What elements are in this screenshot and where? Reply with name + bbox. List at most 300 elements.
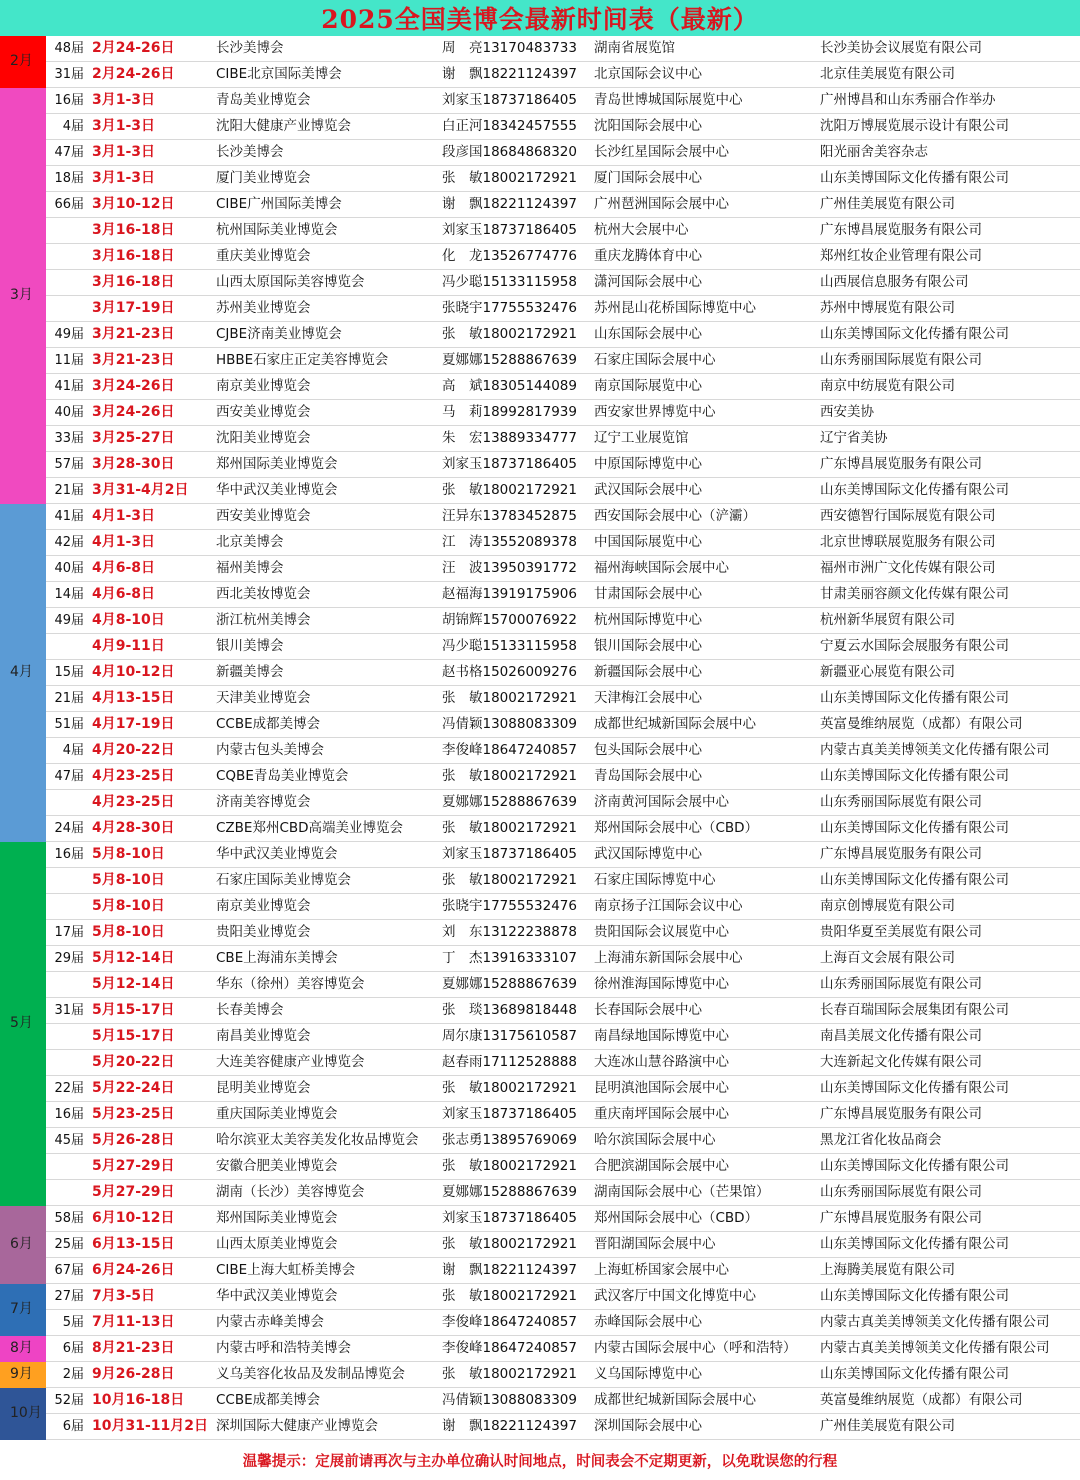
expo-name-cell: 青岛美业博览会 (212, 88, 438, 114)
table-row (0, 114, 1080, 140)
date-cell: 7月11-13日 (88, 1310, 212, 1336)
venue-cell: 北京国际会议中心 (590, 62, 816, 88)
organizer-cell: 山东美博国际文化传播有限公司 (816, 868, 1080, 894)
expo-name-cell: 华中武汉美业博览会 (212, 478, 438, 504)
session-cell: 22届 (46, 1076, 88, 1102)
page-title: 2025全国美博会最新时间表（最新） (0, 0, 1080, 36)
table-row (0, 1388, 1080, 1414)
venue-cell: 武汉国际会展中心 (590, 478, 816, 504)
organizer-cell: 杭州新华展贸有限公司 (816, 608, 1080, 634)
expo-name-cell: 郑州国际美业博览会 (212, 452, 438, 478)
expo-name-cell: 郑州国际美业博览会 (212, 1206, 438, 1232)
date-cell: 4月17-19日 (88, 712, 212, 738)
expo-name-cell: CIBE广州国际美博会 (212, 192, 438, 218)
organizer-cell: 山东美博国际文化传播有限公司 (816, 764, 1080, 790)
table-row (0, 192, 1080, 218)
organizer-cell: 山东秀丽国际展览有限公司 (816, 972, 1080, 998)
venue-cell: 南昌绿地国际博览中心 (590, 1024, 816, 1050)
table-row (0, 946, 1080, 972)
date-cell: 5月12-14日 (88, 946, 212, 972)
session-cell: 4届 (46, 114, 88, 140)
session-cell: 4届 (46, 738, 88, 764)
date-cell: 3月1-3日 (88, 88, 212, 114)
venue-cell: 西安家世界博览中心 (590, 400, 816, 426)
expo-name-cell: 石家庄国际美业博览会 (212, 868, 438, 894)
session-cell: 2届 (46, 1362, 88, 1388)
expo-name-cell: 银川美博会 (212, 634, 438, 660)
venue-cell: 青岛国际会展中心 (590, 764, 816, 790)
venue-cell: 湖南国际会展中心（芒果馆） (590, 1180, 816, 1206)
contact-cell: 夏娜娜15288867639 (438, 1180, 590, 1206)
organizer-cell: 大连新起文化传媒有限公司 (816, 1050, 1080, 1076)
table-row (0, 868, 1080, 894)
organizer-cell: 山东美博国际文化传播有限公司 (816, 1232, 1080, 1258)
venue-cell: 南京国际展览中心 (590, 374, 816, 400)
organizer-cell: 阳光丽舍美容杂志 (816, 140, 1080, 166)
session-cell: 67届 (46, 1258, 88, 1284)
session-cell (46, 790, 88, 816)
venue-cell: 石家庄国际会展中心 (590, 348, 816, 374)
date-cell: 2月24-26日 (88, 36, 212, 62)
expo-name-cell: 华中武汉美业博览会 (212, 842, 438, 868)
footer-notice: 温馨提示：定展前请再次与主办单位确认时间地点，时间表会不定期更新，以免耽误您的行程 (242, 1453, 838, 1470)
venue-cell: 贵阳国际会议展览中心 (590, 920, 816, 946)
date-cell: 10月31-11月2日 (88, 1414, 212, 1440)
month-cell: 2月 (0, 36, 46, 88)
expo-name-cell: 大连美容健康产业博览会 (212, 1050, 438, 1076)
table-row (0, 374, 1080, 400)
session-cell: 16届 (46, 1102, 88, 1128)
organizer-cell: 南昌美展文化传播有限公司 (816, 1024, 1080, 1050)
date-cell: 5月20-22日 (88, 1050, 212, 1076)
session-cell: 16届 (46, 88, 88, 114)
expo-name-cell: 华中武汉美业博览会 (212, 1284, 438, 1310)
table-row (0, 1284, 1080, 1310)
date-cell: 3月21-23日 (88, 348, 212, 374)
table-row (0, 842, 1080, 868)
date-cell: 5月15-17日 (88, 1024, 212, 1050)
organizer-cell: 南京创博展览有限公司 (816, 894, 1080, 920)
expo-name-cell: 华东（徐州）美容博览会 (212, 972, 438, 998)
expo-name-cell: 天津美业博览会 (212, 686, 438, 712)
contact-cell: 周尔康13175610587 (438, 1024, 590, 1050)
month-cell: 4月 (0, 504, 46, 842)
expo-name-cell: CIBE上海大虹桥美博会 (212, 1258, 438, 1284)
contact-cell: 张 敏18002172921 (438, 764, 590, 790)
expo-name-cell: 杭州国际美业博览会 (212, 218, 438, 244)
date-cell: 3月24-26日 (88, 400, 212, 426)
organizer-cell: 长春百瑞国际会展集团有限公司 (816, 998, 1080, 1024)
date-cell: 3月31-4月2日 (88, 478, 212, 504)
date-cell: 5月22-24日 (88, 1076, 212, 1102)
expo-name-cell: CZBE郑州CBD高端美业博览会 (212, 816, 438, 842)
organizer-cell: 山东美博国际文化传播有限公司 (816, 686, 1080, 712)
table-row (0, 348, 1080, 374)
contact-cell: 张 敏18002172921 (438, 1362, 590, 1388)
venue-cell: 长春国际会展中心 (590, 998, 816, 1024)
date-cell: 5月23-25日 (88, 1102, 212, 1128)
organizer-cell: 广州佳美展览有限公司 (816, 1414, 1080, 1440)
venue-cell: 哈尔滨国际会展中心 (590, 1128, 816, 1154)
contact-cell: 张 敏18002172921 (438, 478, 590, 504)
contact-cell: 马 莉18992817939 (438, 400, 590, 426)
date-cell: 9月26-28日 (88, 1362, 212, 1388)
session-cell: 11届 (46, 348, 88, 374)
session-cell (46, 894, 88, 920)
date-cell: 3月1-3日 (88, 166, 212, 192)
venue-cell: 苏州昆山花桥国际博览中心 (590, 296, 816, 322)
session-cell (46, 972, 88, 998)
contact-cell: 刘家玉18737186405 (438, 1102, 590, 1128)
organizer-cell: 甘肃美丽容颜文化传媒有限公司 (816, 582, 1080, 608)
organizer-cell: 南京中纺展览有限公司 (816, 374, 1080, 400)
venue-cell: 上海虹桥国家会展中心 (590, 1258, 816, 1284)
venue-cell: 昆明滇池国际会展中心 (590, 1076, 816, 1102)
table-row (0, 1076, 1080, 1102)
contact-cell: 夏娜娜15288867639 (438, 790, 590, 816)
session-cell: 31届 (46, 998, 88, 1024)
table-row (0, 1336, 1080, 1362)
date-cell: 5月8-10日 (88, 894, 212, 920)
contact-cell: 张晓宇17755532476 (438, 296, 590, 322)
session-cell: 58届 (46, 1206, 88, 1232)
venue-cell: 成都世纪城新国际会展中心 (590, 712, 816, 738)
contact-cell: 张 敏18002172921 (438, 166, 590, 192)
expo-name-cell: CCBE成都美博会 (212, 1388, 438, 1414)
contact-cell: 张 敏18002172921 (438, 816, 590, 842)
date-cell: 3月16-18日 (88, 218, 212, 244)
organizer-cell: 宁夏云水国际会展服务有限公司 (816, 634, 1080, 660)
venue-cell: 沈阳国际会展中心 (590, 114, 816, 140)
expo-name-cell: 安徽合肥美业博览会 (212, 1154, 438, 1180)
organizer-cell: 山东秀丽国际展览有限公司 (816, 790, 1080, 816)
date-cell: 6月13-15日 (88, 1232, 212, 1258)
expo-name-cell: 西北美妆博览会 (212, 582, 438, 608)
date-cell: 3月1-3日 (88, 114, 212, 140)
venue-cell: 徐州淮海国际博览中心 (590, 972, 816, 998)
session-cell (46, 244, 88, 270)
organizer-cell: 广东博昌展览服务有限公司 (816, 1206, 1080, 1232)
venue-cell: 长沙红星国际会展中心 (590, 140, 816, 166)
schedule-table (0, 36, 1080, 1440)
table-row (0, 426, 1080, 452)
table-row (0, 738, 1080, 764)
expo-name-cell: 福州美博会 (212, 556, 438, 582)
session-cell (46, 1180, 88, 1206)
session-cell: 29届 (46, 946, 88, 972)
contact-cell: 张 敏18002172921 (438, 322, 590, 348)
expo-name-cell: 哈尔滨亚太美容美发化妆品博览会 (212, 1128, 438, 1154)
session-cell: 5届 (46, 1310, 88, 1336)
table-row (0, 1154, 1080, 1180)
table-row (0, 1232, 1080, 1258)
expo-name-cell: 西安美业博览会 (212, 504, 438, 530)
expo-name-cell: HBBE石家庄正定美容博览会 (212, 348, 438, 374)
contact-cell: 谢 飘18221124397 (438, 1414, 590, 1440)
table-row (0, 1050, 1080, 1076)
contact-cell: 张 敏18002172921 (438, 1154, 590, 1180)
contact-cell: 张志勇13895769069 (438, 1128, 590, 1154)
organizer-cell: 内蒙古真美美博领美文化传播有限公司 (816, 738, 1080, 764)
contact-cell: 刘家玉18737186405 (438, 218, 590, 244)
venue-cell: 新疆国际会展中心 (590, 660, 816, 686)
date-cell: 6月10-12日 (88, 1206, 212, 1232)
date-cell: 4月8-10日 (88, 608, 212, 634)
expo-name-cell: 苏州美业博览会 (212, 296, 438, 322)
table-row (0, 998, 1080, 1024)
table-row (0, 166, 1080, 192)
contact-cell: 刘 东13122238878 (438, 920, 590, 946)
month-cell: 9月 (0, 1362, 46, 1388)
organizer-cell: 英富曼维纳展览（成都）有限公司 (816, 1388, 1080, 1414)
table-row (0, 1414, 1080, 1440)
date-cell: 3月17-19日 (88, 296, 212, 322)
table-row (0, 452, 1080, 478)
contact-cell: 张 敏18002172921 (438, 1284, 590, 1310)
venue-cell: 济南黄河国际会展中心 (590, 790, 816, 816)
session-cell (46, 296, 88, 322)
table-row (0, 1024, 1080, 1050)
expo-name-cell: 重庆美业博览会 (212, 244, 438, 270)
venue-cell: 山东国际会展中心 (590, 322, 816, 348)
table-row (0, 296, 1080, 322)
contact-cell: 冯倩颖13088083309 (438, 1388, 590, 1414)
table-row (0, 530, 1080, 556)
session-cell (46, 270, 88, 296)
session-cell: 27届 (46, 1284, 88, 1310)
session-cell: 66届 (46, 192, 88, 218)
session-cell: 40届 (46, 556, 88, 582)
expo-name-cell: 南昌美业博览会 (212, 1024, 438, 1050)
session-cell: 51届 (46, 712, 88, 738)
contact-cell: 段彦国18684868320 (438, 140, 590, 166)
venue-cell: 厦门国际会展中心 (590, 166, 816, 192)
contact-cell: 张 琰13689818448 (438, 998, 590, 1024)
venue-cell: 甘肃国际会展中心 (590, 582, 816, 608)
venue-cell: 郑州国际会展中心（CBD） (590, 1206, 816, 1232)
contact-cell: 刘家玉18737186405 (438, 88, 590, 114)
table-row (0, 582, 1080, 608)
contact-cell: 李俊峰18647240857 (438, 1310, 590, 1336)
expo-name-cell: 山西太原国际美容博览会 (212, 270, 438, 296)
organizer-cell: 山西展信息服务有限公司 (816, 270, 1080, 296)
organizer-cell: 北京佳美展览有限公司 (816, 62, 1080, 88)
expo-name-cell: CBE上海浦东美博会 (212, 946, 438, 972)
contact-cell: 夏娜娜15288867639 (438, 972, 590, 998)
expo-name-cell: 新疆美博会 (212, 660, 438, 686)
organizer-cell: 西安美协 (816, 400, 1080, 426)
venue-cell: 深圳国际会展中心 (590, 1414, 816, 1440)
organizer-cell: 广东博昌展览服务有限公司 (816, 842, 1080, 868)
organizer-cell: 长沙美协会议展览有限公司 (816, 36, 1080, 62)
table-row (0, 1362, 1080, 1388)
venue-cell: 晋阳湖国际会展中心 (590, 1232, 816, 1258)
contact-cell: 张晓宇17755532476 (438, 894, 590, 920)
organizer-cell: 山东美博国际文化传播有限公司 (816, 322, 1080, 348)
date-cell: 3月24-26日 (88, 374, 212, 400)
contact-cell: 汪 波13950391772 (438, 556, 590, 582)
table-row (0, 920, 1080, 946)
session-cell: 16届 (46, 842, 88, 868)
venue-cell: 湖南省展览馆 (590, 36, 816, 62)
expo-name-cell: 长春美博会 (212, 998, 438, 1024)
venue-cell: 辽宁工业展览馆 (590, 426, 816, 452)
expo-name-cell: 贵阳美业博览会 (212, 920, 438, 946)
venue-cell: 天津梅江会展中心 (590, 686, 816, 712)
table-row (0, 140, 1080, 166)
table-row (0, 270, 1080, 296)
organizer-cell: 山东美博国际文化传播有限公司 (816, 1284, 1080, 1310)
venue-cell: 大连冰山慧谷路演中心 (590, 1050, 816, 1076)
organizer-cell: 新疆亚心展览有限公司 (816, 660, 1080, 686)
date-cell: 4月9-11日 (88, 634, 212, 660)
expo-name-cell: 深圳国际大健康产业博览会 (212, 1414, 438, 1440)
date-cell: 3月16-18日 (88, 244, 212, 270)
session-cell: 47届 (46, 764, 88, 790)
expo-name-cell: 湖南（长沙）美容博览会 (212, 1180, 438, 1206)
venue-cell: 福州海峡国际会展中心 (590, 556, 816, 582)
venue-cell: 南京扬子江国际会议中心 (590, 894, 816, 920)
date-cell: 5月8-10日 (88, 920, 212, 946)
table-row (0, 712, 1080, 738)
table-row (0, 1310, 1080, 1336)
venue-cell: 西安国际会展中心（浐灞） (590, 504, 816, 530)
date-cell: 3月28-30日 (88, 452, 212, 478)
organizer-cell: 广州博昌和山东秀丽合作举办 (816, 88, 1080, 114)
venue-cell: 潇河国际会展中心 (590, 270, 816, 296)
venue-cell: 中原国际博览中心 (590, 452, 816, 478)
expo-name-cell: 厦门美业博览会 (212, 166, 438, 192)
contact-cell: 赵福海13919175906 (438, 582, 590, 608)
organizer-cell: 山东美博国际文化传播有限公司 (816, 816, 1080, 842)
session-cell: 14届 (46, 582, 88, 608)
date-cell: 5月12-14日 (88, 972, 212, 998)
session-cell: 45届 (46, 1128, 88, 1154)
expo-name-cell: 山西太原美业博览会 (212, 1232, 438, 1258)
table-row (0, 36, 1080, 62)
table-row (0, 478, 1080, 504)
contact-cell: 谢 飘18221124397 (438, 192, 590, 218)
session-cell: 40届 (46, 400, 88, 426)
date-cell: 2月24-26日 (88, 62, 212, 88)
table-row (0, 764, 1080, 790)
organizer-cell: 郑州红妆企业管理有限公司 (816, 244, 1080, 270)
expo-name-cell: 重庆国际美业博览会 (212, 1102, 438, 1128)
contact-cell: 周 亮13170483733 (438, 36, 590, 62)
organizer-cell: 山东美博国际文化传播有限公司 (816, 1362, 1080, 1388)
venue-cell: 银川国际会展中心 (590, 634, 816, 660)
expo-name-cell: 济南美容博览会 (212, 790, 438, 816)
date-cell: 10月16-18日 (88, 1388, 212, 1414)
organizer-cell: 山东秀丽国际展览有限公司 (816, 1180, 1080, 1206)
expo-name-cell: CIBE北京国际美博会 (212, 62, 438, 88)
organizer-cell: 山东秀丽国际展览有限公司 (816, 348, 1080, 374)
session-cell: 15届 (46, 660, 88, 686)
venue-cell: 武汉国际博览中心 (590, 842, 816, 868)
expo-name-cell: 内蒙古赤峰美博会 (212, 1310, 438, 1336)
expo-name-cell: CQBE青岛美业博览会 (212, 764, 438, 790)
session-cell: 21届 (46, 686, 88, 712)
contact-cell: 赵春雨17112528888 (438, 1050, 590, 1076)
venue-cell: 成都世纪城新国际会展中心 (590, 1388, 816, 1414)
table-row (0, 634, 1080, 660)
date-cell: 3月16-18日 (88, 270, 212, 296)
venue-cell: 武汉客厅中国文化博览中心 (590, 1284, 816, 1310)
contact-cell: 张 敏18002172921 (438, 1232, 590, 1258)
organizer-cell: 广东博昌展览服务有限公司 (816, 452, 1080, 478)
organizer-cell: 内蒙古真美美博领美文化传播有限公司 (816, 1310, 1080, 1336)
session-cell: 57届 (46, 452, 88, 478)
session-cell (46, 218, 88, 244)
organizer-cell: 广州佳美展览有限公司 (816, 192, 1080, 218)
contact-cell: 刘家玉18737186405 (438, 842, 590, 868)
venue-cell: 义乌国际博览中心 (590, 1362, 816, 1388)
contact-cell: 白正河18342457555 (438, 114, 590, 140)
table-row (0, 556, 1080, 582)
organizer-cell: 福州市洲广文化传媒有限公司 (816, 556, 1080, 582)
table-row (0, 894, 1080, 920)
organizer-cell: 上海腾美展览有限公司 (816, 1258, 1080, 1284)
session-cell: 33届 (46, 426, 88, 452)
contact-cell: 张 敏18002172921 (438, 868, 590, 894)
session-cell: 18届 (46, 166, 88, 192)
organizer-cell: 山东美博国际文化传播有限公司 (816, 1154, 1080, 1180)
table-row (0, 1102, 1080, 1128)
date-cell: 5月26-28日 (88, 1128, 212, 1154)
date-cell: 3月10-12日 (88, 192, 212, 218)
venue-cell: 包头国际会展中心 (590, 738, 816, 764)
date-cell: 4月1-3日 (88, 530, 212, 556)
expo-name-cell: 沈阳大健康产业博览会 (212, 114, 438, 140)
organizer-cell: 广东博昌展览服务有限公司 (816, 1102, 1080, 1128)
session-cell: 48届 (46, 36, 88, 62)
date-cell: 5月27-29日 (88, 1180, 212, 1206)
contact-cell: 朱 宏13889334777 (438, 426, 590, 452)
session-cell: 17届 (46, 920, 88, 946)
session-cell: 49届 (46, 608, 88, 634)
contact-cell: 李俊峰18647240857 (438, 738, 590, 764)
organizer-cell: 西安德智行国际展览有限公司 (816, 504, 1080, 530)
month-cell: 5月 (0, 842, 46, 1206)
date-cell: 4月6-8日 (88, 582, 212, 608)
month-cell: 6月 (0, 1206, 46, 1284)
table-row (0, 1258, 1080, 1284)
contact-cell: 江 涛13552089378 (438, 530, 590, 556)
date-cell: 5月8-10日 (88, 868, 212, 894)
venue-cell: 上海浦东新国际会展中心 (590, 946, 816, 972)
expo-name-cell: 沈阳美业博览会 (212, 426, 438, 452)
contact-cell: 化 龙13526774776 (438, 244, 590, 270)
organizer-cell: 英富曼维纳展览（成都）有限公司 (816, 712, 1080, 738)
venue-cell: 郑州国际会展中心（CBD） (590, 816, 816, 842)
expo-name-cell: 内蒙古包头美博会 (212, 738, 438, 764)
date-cell: 8月21-23日 (88, 1336, 212, 1362)
session-cell: 49届 (46, 322, 88, 348)
table-row (0, 88, 1080, 114)
expo-name-cell: 长沙美博会 (212, 36, 438, 62)
session-cell (46, 1024, 88, 1050)
date-cell: 4月20-22日 (88, 738, 212, 764)
month-cell: 3月 (0, 88, 46, 504)
table-row (0, 1206, 1080, 1232)
organizer-cell: 内蒙古真美美博领美文化传播有限公司 (816, 1336, 1080, 1362)
session-cell: 52届 (46, 1388, 88, 1414)
date-cell: 4月23-25日 (88, 764, 212, 790)
date-cell: 3月1-3日 (88, 140, 212, 166)
venue-cell: 赤峰国际会展中心 (590, 1310, 816, 1336)
expo-name-cell: 西安美业博览会 (212, 400, 438, 426)
organizer-cell: 黑龙江省化妆品商会 (816, 1128, 1080, 1154)
